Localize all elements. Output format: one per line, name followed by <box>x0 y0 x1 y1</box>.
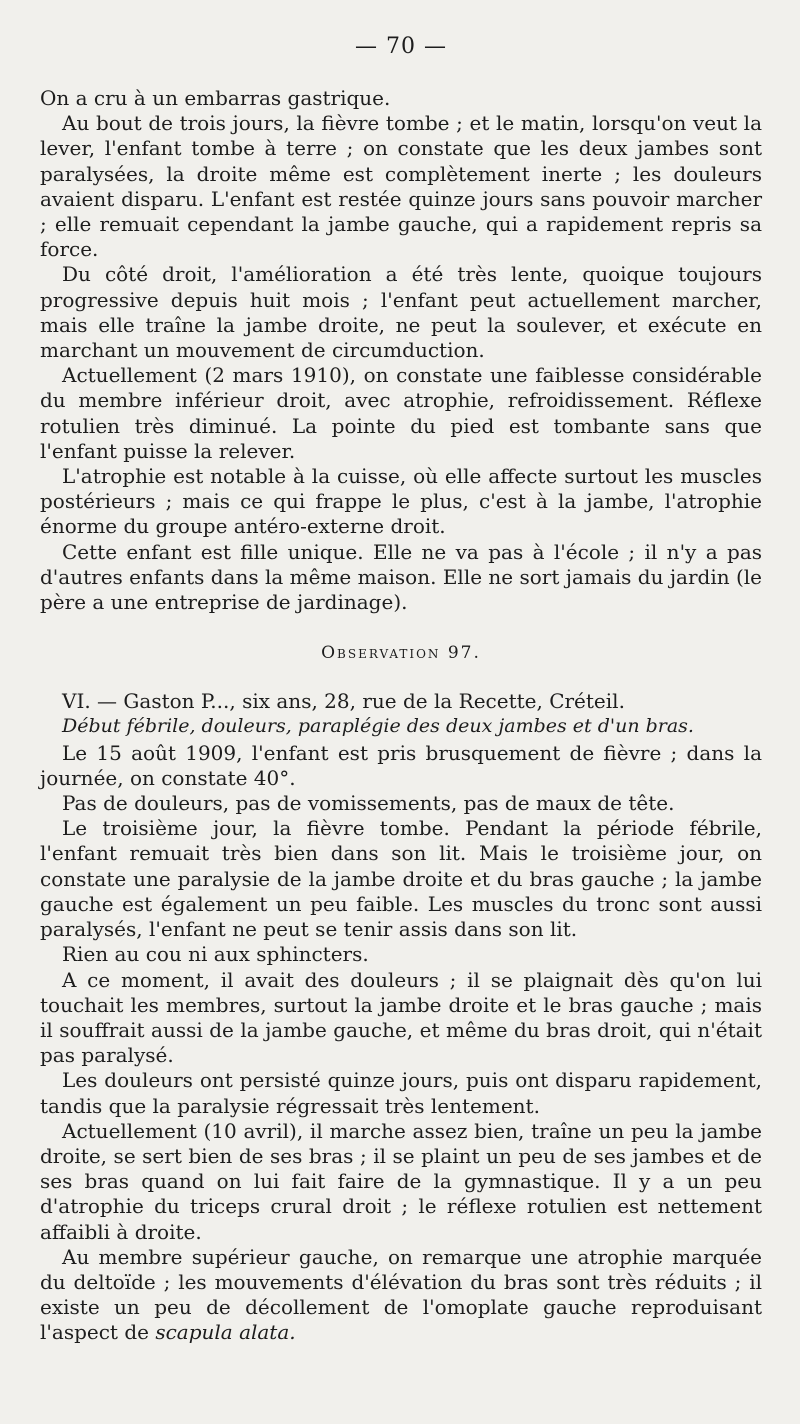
section-previous-case <box>40 86 762 615</box>
document-page <box>40 28 762 1346</box>
paragraph: On a cru à un embarras gastrique. <box>40 86 391 110</box>
paragraph: Au bout de trois jours, la fièvre tombe ; et le matin, lorsqu'on veut la lever, l'enfant tombe à terre ; on constate que les deux jambes sont paralysées, la droite même est complètement inerte ; les douleurs avaient disparu. L'enfant est restée quinze jours sans pouvoir marcher ; elle remuait cependant la jambe gauche, qui a rapidement repris sa force. <box>40 111 762 262</box>
observation-title: Observation 97. <box>321 643 481 664</box>
paragraph: Pas de douleurs, pas de vomissements, pas de maux de tête. <box>62 791 675 816</box>
paragraph: A ce moment, il avait des douleurs ; il se plaignait dès qu'on lui touchait les membres, surtout la jambe droite et le bras gauche ; mais il souffrait aussi de la jambe gauche, et même du bras droit, qui n'était pas paralysé. <box>40 967 762 1068</box>
paragraph: Les douleurs ont persisté quinze jours, puis ont disparu rapidement, tandis que la paralysie régressait très lentement. <box>40 1068 762 1118</box>
paragraph: Cette enfant est fille unique. Elle ne va pas à l'école ; il n'y a pas d'autres enfants dans la même maison. Elle ne sort jamais du jardin (le père a une entreprise de jardinage). <box>40 539 762 615</box>
paragraph: Le 15 août 1909, l'enfant est pris brusquement de fièvre ; dans la journée, on constate 40°. <box>40 740 762 790</box>
section-observation-97 <box>40 689 762 1345</box>
paragraph: Du côté droit, l'amélioration a été très lente, quoique toujours progressive depuis huit mois ; l'enfant peut actuellement marcher, mais elle traîne la jambe droite, ne peut la soulever, et exécute en marchant un mouvement de circumduction. <box>40 262 762 363</box>
paragraph: L'atrophie est notable à la cuisse, où elle affecte surtout les muscles postérieurs ; mais ce qui frappe le plus, c'est à la jambe, l'atrophie énorme du groupe antéro-externe droit. <box>40 464 762 539</box>
case-heading: VI. — Gaston P..., six ans, 28, rue de la Recette, Créteil. <box>62 689 625 714</box>
paragraph: Actuellement (10 avril), il marche assez bien, traîne un peu la jambe droite, se sert bien de ses bras ; il se plaint un peu de ses jambes et de ses bras quand on lui fait faire de la gymnastique. Il y a un peu d'atrophie du triceps crural droit ; le réflexe rotulien est nettement affaibli à droite. <box>40 1118 762 1244</box>
last-paragraph-text: Au membre supérieur gauche, on remarque une atrophie marquée du deltoïde ; les mouvements d'élévation du bras sont très réduits ; il existe un peu de décollement de l'omoplate gauche reproduisant l'aspect de <box>40 1244 762 1345</box>
case-subtitle: Début fébrile, douleurs, paraplégie des deux jambes et d'un bras. <box>62 715 694 738</box>
paragraph: Actuellement (2 mars 1910), on constate une faiblesse considérable du membre inférieur droit, avec atrophie, refroidissement. Réflexe rotulien très diminué. La pointe du pied est tombante sans que l'enfant puisse la relever. <box>40 363 762 463</box>
paragraph: Le troisième jour, la fièvre tombe. Pendant la période fébrile, l'enfant remuait très bien dans son lit. Mais le troisième jour, on constate une paralysie de la jambe droite et du bras gauche ; la jambe gauche est également un peu faible. Les muscles du tronc sont aussi paralysés, l'enfant ne peut se tenir assis dans son lit. <box>40 816 762 942</box>
paragraph: Rien au cou ni aux sphincters. <box>62 942 369 967</box>
italic-term: scapula alata. <box>155 1320 296 1345</box>
page-number: — 70 — <box>355 34 447 59</box>
paragraph-last <box>40 1245 762 1346</box>
